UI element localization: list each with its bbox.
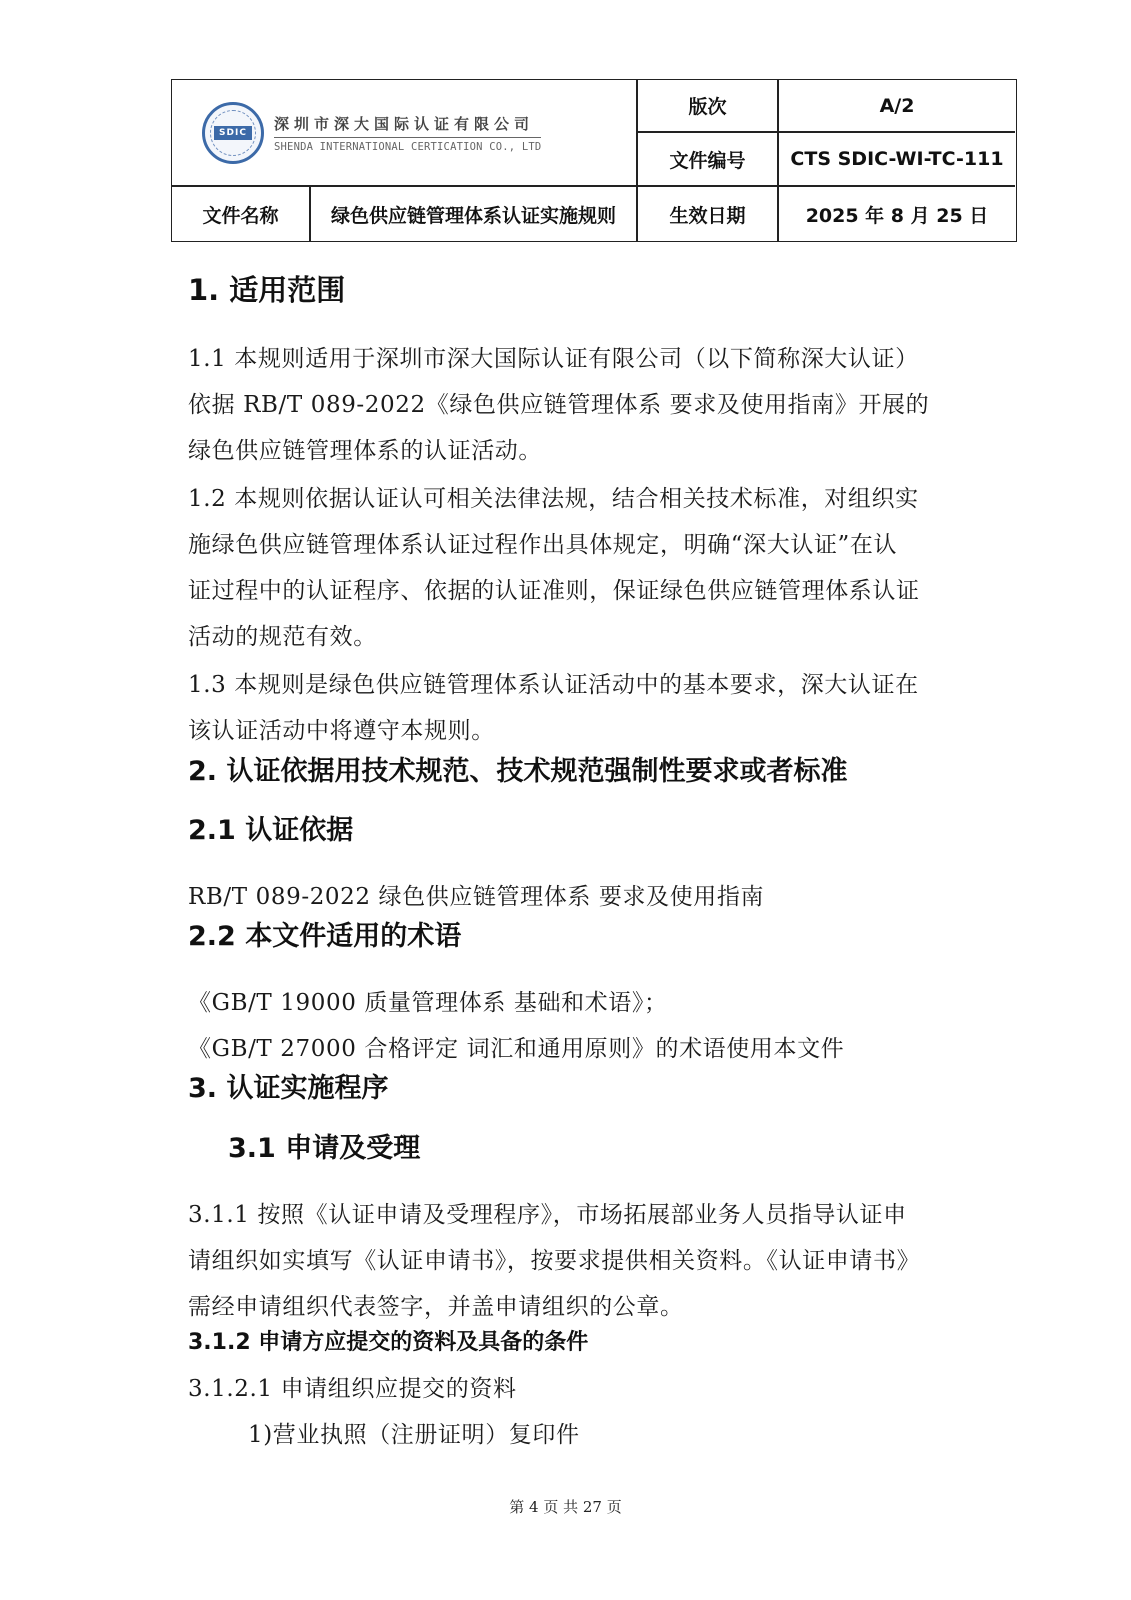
- doc-name-label: 文件名称: [202, 204, 279, 227]
- paragraph-line: 1.2 本规则依据认证认可相关法律法规，结合相关技术标准，对组织实: [188, 486, 919, 512]
- paragraph-line: 请组织如实填写《认证申请书》，按要求提供相关资料。《认证申请书》: [188, 1248, 921, 1274]
- section-2-1-title: 2.1 认证依据: [188, 815, 354, 846]
- version-label: 版次: [688, 96, 727, 118]
- doc-name-value: 绿色供应链管理体系认证实施规则: [330, 204, 616, 227]
- section-3-title: 3. 认证实施程序: [188, 1073, 389, 1104]
- company-logo: [172, 80, 636, 185]
- company-name-cn: 深圳市深大国际认证有限公司: [274, 113, 541, 138]
- doc-number-value: CTS SDIC-WI-TC-111: [790, 148, 1004, 170]
- paragraph-line: 证过程中的认证程序、依据的认证准则，保证绿色供应链管理体系认证: [188, 578, 920, 604]
- effective-date-label: 生效日期: [669, 204, 746, 227]
- seal-text: SDIC: [214, 126, 252, 140]
- section-2-2-title: 2.2 本文件适用的术语: [188, 921, 462, 952]
- document-header-table: [171, 79, 1017, 242]
- version-value: A/2: [879, 94, 915, 117]
- company-name-en: SHENDA INTERNATIONAL CERTICATION CO., LTD: [274, 140, 542, 153]
- effective-date-value: 2025 年 8 月 25 日: [805, 204, 989, 227]
- section-2-title: 2. 认证依据用技术规范、技术规范强制性要求或者标准: [188, 756, 848, 787]
- paragraph-line: 3.1.2.1 申请组织应提交的资料: [188, 1376, 517, 1402]
- company-name-block: [274, 113, 541, 153]
- paragraph-line: 施绿色供应链管理体系认证过程作出具体规定，明确“深大认证”在认: [188, 532, 898, 558]
- section-1-title: 1. 适用范围: [188, 273, 346, 307]
- doc-number-label: 文件编号: [669, 149, 746, 172]
- page-number: 第 4 页 共 27 页: [509, 1498, 622, 1516]
- company-seal-icon: [202, 102, 264, 164]
- paragraph-line: RB/T 089-2022 绿色供应链管理体系 要求及使用指南: [188, 884, 765, 910]
- paragraph-line: 依据 RB/T 089-2022《绿色供应链管理体系 要求及使用指南》开展的: [188, 392, 930, 418]
- paragraph-line: 1.1 本规则适用于深圳市深大国际认证有限公司（以下简称深大认证）: [188, 346, 919, 372]
- paragraph-line: 3.1.1 按照《认证申请及受理程序》，市场拓展部业务人员指导认证申: [188, 1202, 907, 1228]
- paragraph-line: 需经申请组织代表签字，并盖申请组织的公章。: [188, 1294, 684, 1320]
- section-3-1-title: 3.1 申请及受理: [228, 1133, 421, 1164]
- paragraph-line: 活动的规范有效。: [188, 624, 377, 650]
- paragraph-line: 《GB/T 19000 质量管理体系 基础和术语》；: [188, 990, 668, 1016]
- paragraph-line: 绿色供应链管理体系的认证活动。: [188, 438, 542, 464]
- section-3-1-2-title: 3.1.2 申请方应提交的资料及具备的条件: [188, 1330, 589, 1355]
- list-item: 1)营业执照（注册证明）复印件: [248, 1422, 580, 1448]
- paragraph-line: 《GB/T 27000 合格评定 词汇和通用原则》的术语使用本文件: [188, 1036, 845, 1062]
- paragraph-line: 该认证活动中将遵守本规则。: [188, 718, 495, 744]
- paragraph-line: 1.3 本规则是绿色供应链管理体系认证活动中的基本要求，深大认证在: [188, 672, 919, 698]
